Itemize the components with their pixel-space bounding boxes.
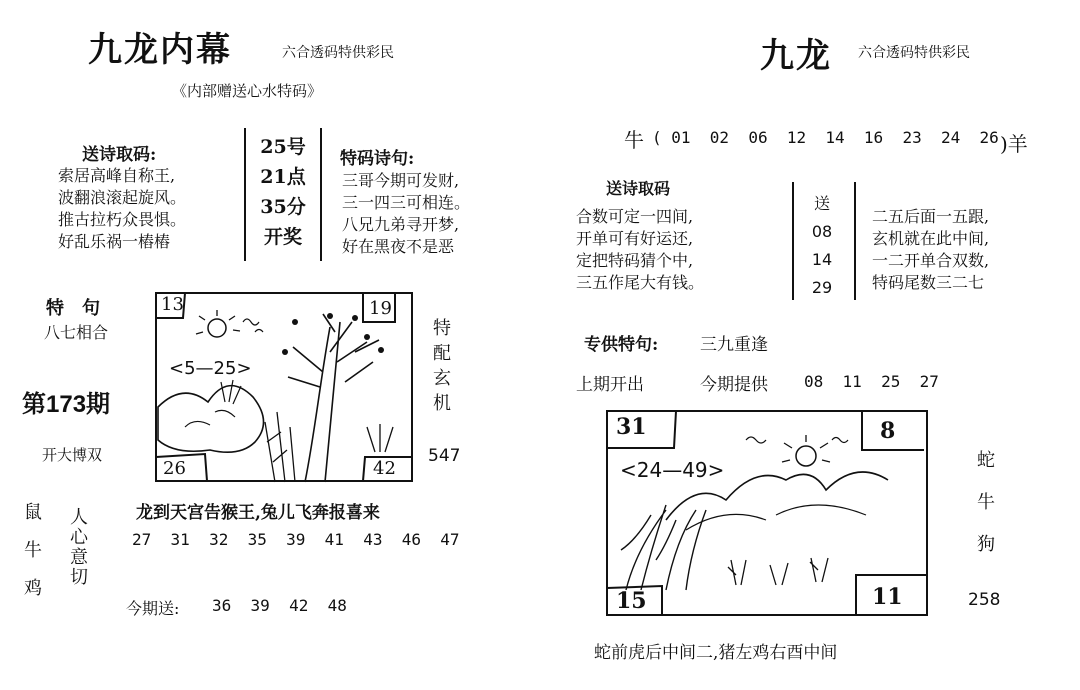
draw-minute: 35分 (260, 196, 306, 218)
goat-label: )羊 (1000, 132, 1028, 156)
divider (320, 128, 322, 261)
poem-line: 好乱乐祸一樁樁 (58, 232, 171, 251)
zodiac: 狗 (977, 534, 995, 555)
poem-line: 玄机就在此中间, (872, 229, 990, 248)
poem-line: 定把特码猜个中, (576, 251, 694, 270)
right-poem-left (576, 206, 704, 294)
special-poem-lines (342, 170, 470, 258)
left-subtitle: 《内部赠送心水特码》 (172, 82, 323, 100)
corner-number: 15 (616, 588, 647, 614)
divider (244, 128, 246, 261)
special-phrase-label: 特 句 (46, 298, 100, 319)
left-numbers-line: 27 31 32 35 39 41 43 46 47 (132, 530, 460, 549)
vertical-char: 玄 (433, 368, 451, 389)
corner-number: 11 (872, 584, 903, 610)
right-picture (606, 410, 928, 616)
send-number: 08 (811, 222, 833, 241)
zodiac: 蛇 (977, 450, 995, 471)
corner-number: 8 (880, 418, 896, 444)
poem-line: 八兄九弟寻开梦, (342, 215, 460, 234)
open-big-label: 开大博双 (42, 446, 103, 464)
send-column (798, 190, 846, 302)
corner-number: 19 (369, 298, 392, 319)
left-number: 547 (428, 446, 461, 466)
zodiac: 牛 (24, 540, 42, 561)
send-number: 14 (811, 250, 833, 269)
left-picture-drawing (155, 292, 413, 482)
left-poem-lines (58, 165, 186, 253)
zodiac-column (20, 494, 46, 608)
poem-line: 合数可定一四间, (576, 207, 694, 226)
poem-line: 索居高峰自称王, (58, 166, 176, 185)
vertical-char: 机 (433, 393, 451, 414)
send-number: 29 (811, 278, 833, 297)
period-label: 第173期 (22, 391, 111, 418)
left-vertical-hint (428, 316, 456, 416)
ox-label: 牛 (624, 128, 644, 152)
special-text: 三九重逢 (700, 335, 768, 355)
right-title: 九龙 (760, 36, 832, 76)
poem-line: 好在黑夜不是恶 (342, 237, 455, 256)
left-riddle: 龙到天宫告猴王,兔儿飞奔报喜来 (136, 503, 380, 523)
picture-hint: <24—49> (620, 458, 725, 482)
right-tagline: 六合透码特供彩民 (858, 45, 970, 61)
poem-line: 开单可有好运还, (576, 229, 694, 248)
poem-line: 特码尾数三二七 (872, 273, 985, 292)
corner-number: 26 (163, 458, 186, 479)
poem-line: 三哥今期可发财, (342, 171, 460, 190)
ox-numbers: ( 01 02 06 12 14 16 23 24 26 (652, 128, 999, 147)
vertical-char: 心 (70, 527, 88, 548)
special-phrase: 八七相合 (44, 323, 109, 342)
divider (792, 182, 794, 300)
vertical-char: 意 (70, 547, 88, 568)
right-number: 258 (968, 590, 1001, 610)
provide-numbers: 08 11 25 27 (804, 372, 939, 391)
zodiac: 鼠 (24, 502, 42, 523)
special-poem-label: 特码诗句: (340, 149, 415, 169)
heart-column (66, 508, 92, 588)
draw-info (250, 132, 316, 252)
poem-line: 二五后面一五跟, (872, 207, 990, 226)
poem-line: 三一四三可相连。 (342, 193, 471, 212)
vertical-char: 切 (70, 567, 88, 588)
corner-number: 31 (616, 414, 647, 440)
left-picture (155, 292, 413, 482)
zodiac: 鸡 (24, 578, 42, 599)
vertical-char: 人 (70, 507, 88, 528)
draw-day: 25号 (260, 136, 306, 158)
right-poem-label: 送诗取码 (606, 179, 671, 198)
provide-label: 今期提供 (700, 375, 768, 395)
last-label: 上期开出 (576, 375, 644, 395)
corner-number: 13 (161, 294, 184, 315)
bottom-riddle: 蛇前虎后中间二,猪左鸡右酉中间 (594, 643, 838, 663)
picture-hint: <5—25> (169, 358, 252, 379)
poem-line: 波翻浪滚起旋风。 (58, 188, 187, 207)
draw-open: 开奖 (263, 226, 302, 248)
today-label: 今期送: (126, 599, 180, 618)
right-vertical-zodiac (972, 440, 1000, 566)
today-numbers: 36 39 42 48 (212, 596, 347, 615)
divider (854, 182, 856, 300)
left-poem-label: 送诗取码: (82, 145, 157, 165)
corner-number: 42 (373, 458, 396, 479)
special-label: 专供特句: (584, 335, 659, 355)
zodiac: 牛 (977, 492, 995, 513)
vertical-char: 配 (433, 343, 451, 364)
left-title: 九龙内幕 (88, 30, 232, 70)
poem-line: 推古拉朽众畏惧。 (58, 210, 187, 229)
right-poem-right (872, 206, 989, 294)
send-label: 送 (813, 194, 830, 213)
draw-hour: 21点 (260, 166, 306, 188)
vertical-char: 特 (433, 318, 451, 339)
poem-line: 一二开单合双数, (872, 251, 990, 270)
poem-line: 三五作尾大有钱。 (576, 273, 705, 292)
left-tagline: 六合透码特供彩民 (282, 45, 394, 61)
